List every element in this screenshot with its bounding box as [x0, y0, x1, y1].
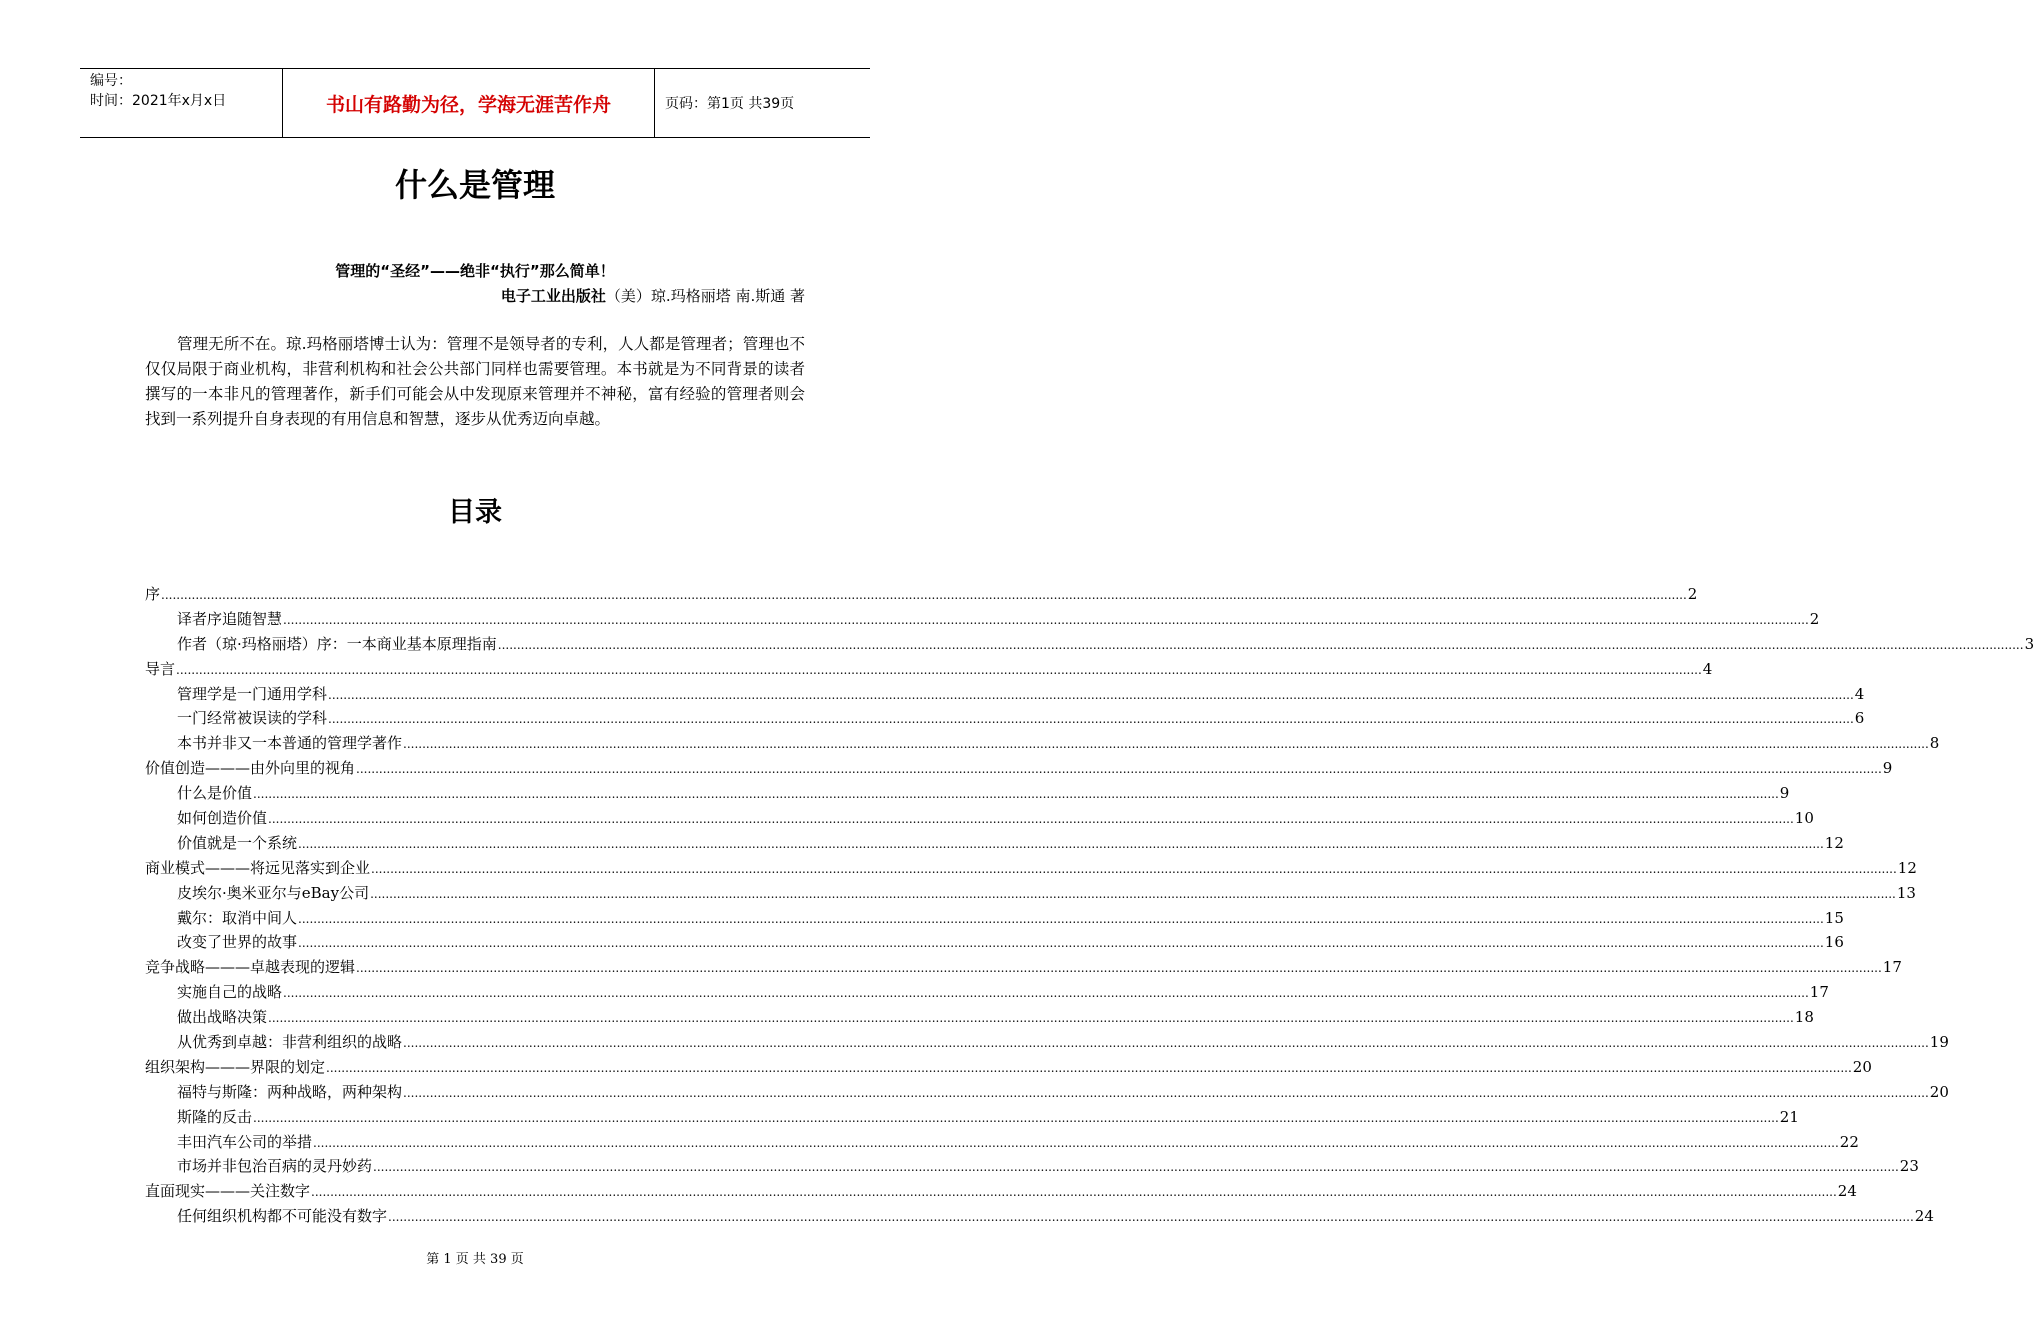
- toc-dot-leader: ................................................................................................................................................................................................................................................................................................................................................................................................................: [313, 1135, 1839, 1150]
- toc-entry-label: 商业模式———将远见落实到企业: [145, 858, 371, 877]
- toc-entry-label: 市场并非包治百病的灵丹妙药: [177, 1157, 373, 1176]
- header-motto: 书山有路勤为径，学海无涯苦作舟: [282, 69, 655, 137]
- authors: （美）琼.玛格丽塔 南.斯通 著: [605, 287, 805, 305]
- toc-entry[interactable]: [145, 1005, 1814, 1030]
- toc-entry-page: 3: [2024, 634, 2034, 653]
- document-subtitle: 管理的“圣经”——绝非“执行”那么简单！: [335, 262, 615, 280]
- toc-entry[interactable]: [145, 682, 1865, 707]
- toc-dot-leader: ................................................................................................................................................................................................................................................................................................................................................................................................................: [161, 588, 1687, 602]
- toc-entry[interactable]: [145, 632, 2034, 657]
- toc-entry[interactable]: [145, 881, 1916, 906]
- toc-entry-label: 什么是价值: [177, 784, 253, 803]
- toc-entry-page: 4: [1702, 659, 1713, 678]
- header-page-info: 页码：第1页 共39页: [665, 96, 795, 112]
- toc-entry[interactable]: [145, 1204, 1934, 1229]
- toc-entry-page: 4: [1854, 684, 1865, 703]
- toc-entry[interactable]: [145, 1130, 1859, 1155]
- toc-entry[interactable]: [145, 781, 1790, 806]
- toc-entry-page: 24: [1914, 1207, 1934, 1226]
- toc-entry[interactable]: [145, 1154, 1919, 1179]
- toc-entry-label: 一门经常被误读的学科: [177, 709, 328, 728]
- toc-entry-page: 21: [1779, 1107, 1799, 1126]
- toc-dot-leader: ................................................................................................................................................................................................................................................................................................................................................................................................................: [253, 787, 1779, 802]
- toc-dot-leader: ................................................................................................................................................................................................................................................................................................................................................................................................................: [311, 1185, 1837, 1200]
- author-line: [501, 285, 805, 306]
- toc-entry-label: 实施自己的战略: [177, 983, 283, 1002]
- toc-entry[interactable]: [145, 980, 1829, 1005]
- table-of-contents: [145, 582, 2034, 1229]
- toc-dot-leader: ................................................................................................................................................................................................................................................................................................................................................................................................................: [298, 936, 1824, 951]
- toc-entry[interactable]: [145, 1105, 1799, 1130]
- number-label: 编号：: [90, 73, 132, 89]
- toc-dot-leader: ................................................................................................................................................................................................................................................................................................................................................................................................................: [298, 911, 1824, 926]
- toc-dot-leader: ................................................................................................................................................................................................................................................................................................................................................................................................................: [326, 1060, 1852, 1075]
- toc-dot-leader: ................................................................................................................................................................................................................................................................................................................................................................................................................: [356, 961, 1882, 976]
- toc-entry-page: 20: [1852, 1057, 1872, 1076]
- toc-entry-page: 16: [1824, 933, 1844, 952]
- header-meta: [80, 69, 282, 137]
- toc-entry-page: 6: [1854, 709, 1865, 728]
- toc-entry[interactable]: [145, 930, 1844, 955]
- document-title: 什么是管理: [394, 166, 555, 204]
- toc-entry-label: 做出战略决策: [177, 1008, 268, 1027]
- toc-entry[interactable]: [145, 1179, 1857, 1204]
- toc-entry[interactable]: [145, 906, 1844, 931]
- toc-entry[interactable]: [145, 1055, 1872, 1080]
- toc-entry-label: 译者序追随智慧: [177, 609, 283, 628]
- toc-dot-leader: ................................................................................................................................................................................................................................................................................................................................................................................................................: [373, 1160, 1899, 1175]
- toc-dot-leader: ................................................................................................................................................................................................................................................................................................................................................................................................................: [356, 762, 1882, 777]
- toc-entry-label: 丰田汽车公司的举措: [177, 1132, 313, 1151]
- toc-entry-label: 如何创造价值: [177, 809, 268, 828]
- toc-entry-page: 8: [1929, 734, 1940, 753]
- toc-entry-page: 10: [1794, 809, 1814, 828]
- toc-dot-leader: ................................................................................................................................................................................................................................................................................................................................................................................................................: [176, 662, 1702, 677]
- toc-entry-page: 22: [1839, 1132, 1859, 1151]
- toc-entry[interactable]: [145, 582, 1698, 607]
- intro-paragraph: 管理无所不在。琼.玛格丽塔博士认为：管理不是领导者的专利，人人都是管理者；管理也不仅仅局限于商业机构，非营利机构和社会公共部门同样也需要管理。本书就是为不同背景的读者撰写的一本非凡的管理著作，新手们可能会从中发现原来管理并不神秘，富有经验的管理者则会找到一系列提升自身表现的有用信息和智慧，逐步从优秀迈向卓越。: [145, 335, 805, 428]
- toc-entry[interactable]: [145, 856, 1917, 881]
- toc-entry[interactable]: [145, 806, 1814, 831]
- toc-entry-label: 斯隆的反击: [177, 1107, 253, 1126]
- toc-entry-page: 23: [1899, 1157, 1919, 1176]
- page-footer: 第 1 页 共 39 页: [426, 1252, 524, 1267]
- toc-entry-page: 2: [1687, 585, 1698, 603]
- time-label: 时间：2021年x月x日: [90, 93, 227, 109]
- toc-entry-label: 竞争战略———卓越表现的逻辑: [145, 958, 356, 977]
- toc-dot-leader: ................................................................................................................................................................................................................................................................................................................................................................................................................: [497, 637, 2024, 652]
- toc-entry[interactable]: [145, 756, 1893, 781]
- toc-entry-label: 改变了世界的故事: [177, 933, 298, 952]
- toc-entry-page: 9: [1882, 759, 1893, 778]
- toc-entry-page: 2: [1809, 609, 1820, 628]
- toc-entry[interactable]: [145, 706, 1865, 731]
- toc-entry-label: 价值创造———由外向里的视角: [145, 759, 356, 778]
- toc-entry-page: 9: [1779, 784, 1790, 803]
- toc-dot-leader: ................................................................................................................................................................................................................................................................................................................................................................................................................: [403, 737, 1929, 752]
- toc-entry-label: 管理学是一门通用学科: [177, 684, 328, 703]
- toc-dot-leader: ................................................................................................................................................................................................................................................................................................................................................................................................................: [371, 861, 1897, 876]
- toc-entry-page: 13: [1896, 883, 1916, 902]
- toc-entry[interactable]: [145, 657, 1713, 682]
- toc-dot-leader: ................................................................................................................................................................................................................................................................................................................................................................................................................: [268, 1011, 1794, 1026]
- toc-entry-label: 直面现实———关注数字: [145, 1182, 311, 1201]
- toc-dot-leader: ................................................................................................................................................................................................................................................................................................................................................................................................................: [283, 986, 1809, 1001]
- toc-entry-page: 15: [1824, 908, 1844, 927]
- publisher: 电子工业出版社: [500, 287, 606, 305]
- toc-entry-page: 12: [1824, 833, 1844, 852]
- toc-entry-label: 序: [145, 585, 161, 603]
- toc-dot-leader: ................................................................................................................................................................................................................................................................................................................................................................................................................: [298, 836, 1824, 851]
- toc-entry-page: 19: [1929, 1033, 1949, 1052]
- toc-entry-page: 17: [1809, 983, 1829, 1002]
- toc-entry-label: 任何组织机构都不可能没有数字: [177, 1207, 388, 1226]
- toc-entry-page: 12: [1897, 858, 1917, 877]
- toc-entry-label: 福特与斯隆：两种战略，两种架构: [177, 1082, 403, 1101]
- toc-entry-page: 18: [1794, 1008, 1814, 1027]
- toc-dot-leader: ................................................................................................................................................................................................................................................................................................................................................................................................................: [403, 1036, 1929, 1051]
- toc-dot-leader: ................................................................................................................................................................................................................................................................................................................................................................................................................: [283, 612, 1809, 627]
- toc-dot-leader: ................................................................................................................................................................................................................................................................................................................................................................................................................: [328, 687, 1854, 702]
- toc-entry[interactable]: [145, 1080, 1949, 1105]
- toc-entry[interactable]: [145, 607, 1820, 632]
- toc-dot-leader: ................................................................................................................................................................................................................................................................................................................................................................................................................: [328, 712, 1854, 727]
- toc-dot-leader: ................................................................................................................................................................................................................................................................................................................................................................................................................: [403, 1085, 1929, 1100]
- toc-entry-page: 24: [1837, 1182, 1857, 1201]
- toc-entry-label: 本书并非又一本普通的管理学著作: [177, 734, 403, 753]
- toc-entry-label: 价值就是一个系统: [177, 833, 298, 852]
- toc-entry-label: 导言: [145, 659, 176, 678]
- toc-entry-label: 作者（琼·玛格丽塔）序：一本商业基本原理指南: [177, 634, 497, 653]
- toc-entry[interactable]: [145, 831, 1844, 856]
- toc-entry[interactable]: [145, 1030, 1949, 1055]
- toc-dot-leader: ................................................................................................................................................................................................................................................................................................................................................................................................................: [370, 886, 1896, 901]
- toc-entry-label: 戴尔：取消中间人: [177, 908, 298, 927]
- toc-entry[interactable]: [145, 731, 1940, 756]
- toc-entry-label: 皮埃尔·奥米亚尔与eBay公司: [177, 883, 370, 902]
- toc-dot-leader: ................................................................................................................................................................................................................................................................................................................................................................................................................: [388, 1210, 1914, 1225]
- toc-entry[interactable]: [145, 955, 1902, 980]
- toc-entry-page: 17: [1882, 958, 1902, 977]
- toc-dot-leader: ................................................................................................................................................................................................................................................................................................................................................................................................................: [268, 812, 1794, 827]
- toc-entry-label: 从优秀到卓越：非营利组织的战略: [177, 1033, 403, 1052]
- toc-dot-leader: ................................................................................................................................................................................................................................................................................................................................................................................................................: [253, 1110, 1779, 1125]
- toc-title: 目录: [448, 497, 502, 528]
- toc-entry-page: 20: [1929, 1082, 1949, 1101]
- toc-entry-label: 组织架构———界限的划定: [145, 1057, 326, 1076]
- page-header: [80, 68, 870, 138]
